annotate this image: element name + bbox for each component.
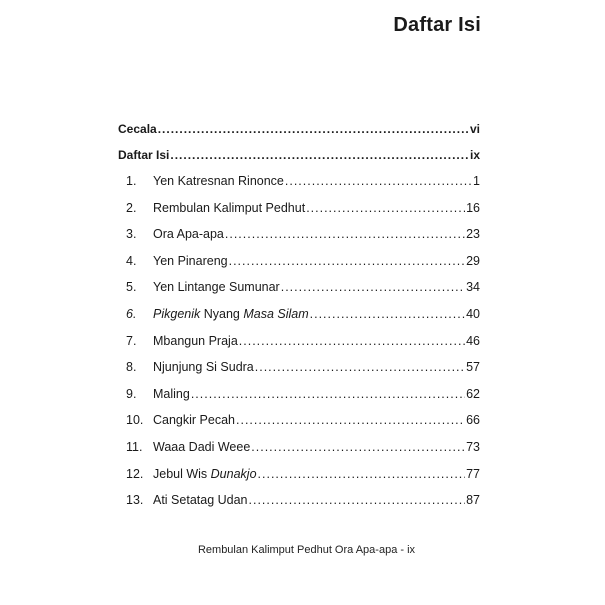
- toc-entry: [118, 386, 480, 413]
- toc-entry-title: [153, 253, 228, 269]
- toc-entry-title: [153, 359, 254, 375]
- toc-page-number: 87: [466, 493, 480, 508]
- toc-entry-title: [153, 439, 250, 455]
- toc-page-number: 1: [473, 174, 480, 188]
- toc-page-number: 40: [466, 306, 480, 321]
- toc-page-number: 77: [466, 466, 480, 481]
- toc-entry-title-part: Ati Setatag Udan: [153, 493, 248, 508]
- toc-entry-number: 13.: [126, 493, 144, 508]
- leader-dots: [249, 492, 466, 508]
- leader-dots: [191, 386, 465, 402]
- toc-entry-title: [153, 173, 284, 189]
- toc-entry: [118, 200, 480, 227]
- toc-entry: [118, 492, 480, 519]
- toc-entry: [118, 412, 480, 439]
- toc-entry-title-part: Yen Lintange Sumunar: [153, 280, 280, 295]
- toc-entry-title-part: Yen Pinareng: [153, 253, 228, 268]
- toc-entry-number: 12.: [126, 466, 144, 481]
- leader-dots: [255, 359, 465, 375]
- toc-page-number: 46: [466, 333, 480, 348]
- toc-entry-title: [153, 466, 257, 482]
- toc-entry-number: 8.: [126, 360, 137, 375]
- leader-dots: [236, 412, 465, 428]
- toc-entry-title-part: Nyang: [200, 306, 244, 321]
- toc-entry-title-part: Njunjung Si Sudra: [153, 360, 254, 375]
- leader-dots: [258, 466, 466, 482]
- toc-entry: [118, 226, 480, 253]
- toc-entry-number: 5.: [126, 280, 137, 295]
- toc-entry: [118, 466, 480, 493]
- toc-entry-title: [153, 279, 280, 295]
- toc-front-item: [118, 121, 480, 147]
- toc-page-number: 34: [466, 280, 480, 295]
- toc-entry-number: 4.: [126, 253, 137, 268]
- toc-page-number: 73: [466, 439, 480, 454]
- toc-entry-number: 7.: [126, 333, 137, 348]
- leader-dots: [251, 439, 465, 455]
- toc-entry-title-part: Ora Apa-apa: [153, 227, 224, 242]
- toc-entry-title-part: Masa Silam: [243, 306, 309, 321]
- toc-front-item: [118, 147, 480, 173]
- toc-entry-number: 9.: [126, 386, 137, 401]
- toc-entry-title: [153, 386, 190, 402]
- toc-entry: [118, 359, 480, 386]
- toc-page-number: 57: [466, 360, 480, 375]
- toc-entry-title: [153, 333, 238, 349]
- toc-entry-number: 3.: [126, 227, 137, 242]
- toc-entry: [118, 306, 480, 333]
- toc-entry-title: [153, 226, 224, 242]
- toc-entry-number: 2.: [126, 200, 137, 215]
- toc-entry-title: [153, 412, 235, 428]
- toc-entry: [118, 439, 480, 466]
- toc-entry-title-part: Rembulan Kalimput Pedhut: [153, 200, 306, 215]
- toc-entry-number: 10.: [126, 413, 144, 428]
- leader-dots: [158, 121, 469, 137]
- toc-entry-title: [153, 200, 305, 216]
- toc-entry: [118, 253, 480, 280]
- toc-entry: [118, 173, 480, 200]
- leader-dots: [225, 226, 465, 242]
- toc-page-number: 66: [466, 413, 480, 428]
- leader-dots: [281, 279, 465, 295]
- page-footer: Rembulan Kalimput Pedhut Ora Apa-apa - ix: [197, 544, 416, 556]
- leader-dots: [239, 333, 465, 349]
- toc-entry-title-part: Cangkir Pecah: [153, 413, 235, 428]
- toc-page-number: 23: [466, 227, 480, 242]
- toc-entry-title-part: Pikgenik: [153, 306, 201, 321]
- leader-dots: [170, 147, 469, 163]
- toc-label: Cecala: [118, 122, 157, 136]
- toc-entry-title-part: Jebul Wis: [153, 466, 211, 481]
- leader-dots: [310, 306, 465, 322]
- toc-entry-title-part: Waaa Dadi Weee: [153, 439, 251, 454]
- page-title: Daftar Isi: [393, 14, 481, 36]
- leader-dots: [285, 173, 472, 189]
- toc-page-number: 16: [466, 200, 480, 215]
- toc-entry-title-part: Mbangun Praja: [153, 333, 238, 348]
- toc-entry-title-part: Maling: [153, 386, 190, 401]
- toc-entry-title-part: Dunakjo: [210, 466, 257, 481]
- toc-entry: [118, 279, 480, 306]
- table-of-contents: [118, 121, 480, 519]
- toc-entry-title: [153, 492, 248, 508]
- toc-entry-number: 1.: [126, 174, 137, 188]
- toc-page-number: vi: [469, 122, 480, 136]
- leader-dots: [306, 200, 465, 216]
- toc-page-number: 62: [466, 386, 480, 401]
- toc-entry-title: [153, 306, 309, 322]
- toc-entry: [118, 333, 480, 360]
- toc-page-number: ix: [469, 148, 480, 162]
- toc-entry-title-part: Yen Katresnan Rinonce: [153, 174, 284, 188]
- toc-entry-number: 11.: [126, 439, 143, 454]
- toc-entry-number: 6.: [126, 306, 137, 321]
- toc-entry-list: [118, 173, 480, 519]
- toc-page-number: 29: [466, 253, 480, 268]
- leader-dots: [229, 253, 465, 269]
- toc-label: Daftar Isi: [118, 148, 170, 162]
